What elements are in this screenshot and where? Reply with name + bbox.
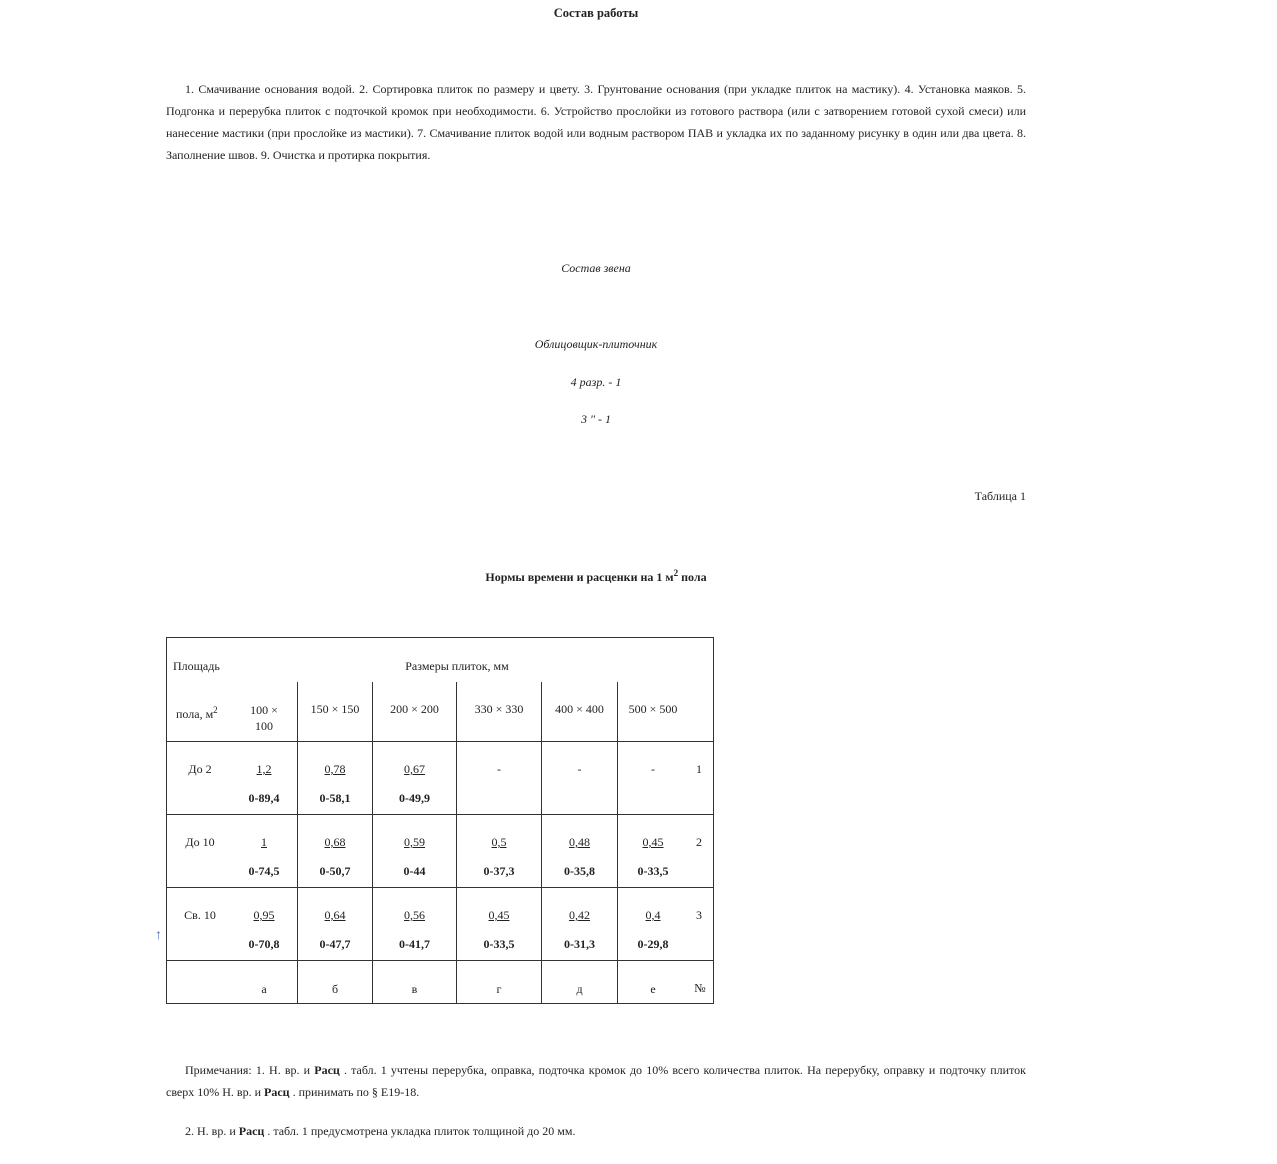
rate-cell: 0-89,4 bbox=[248, 791, 280, 805]
table-hline bbox=[167, 814, 713, 815]
norm-cell: 0,45 bbox=[488, 908, 510, 922]
column-letter: а bbox=[261, 982, 267, 996]
norm-cell: 0,5 bbox=[491, 835, 507, 849]
norms-title bbox=[166, 568, 1026, 585]
crew-role: Облицовщик-плиточник bbox=[534, 337, 658, 351]
rate-cell: 0-58,1 bbox=[319, 791, 351, 805]
rate-cell: 0-33,5 bbox=[483, 937, 515, 951]
size-col-d: 330 × 330 bbox=[474, 702, 524, 716]
row-number: 1 bbox=[696, 762, 702, 776]
norms-table bbox=[166, 637, 714, 1004]
header-area-unit-sup: 2 bbox=[213, 705, 218, 715]
header-area-unit bbox=[176, 705, 218, 722]
row-label: Св. 10 bbox=[184, 908, 216, 922]
notes-paragraph-2 bbox=[166, 1120, 1026, 1142]
norm-cell: 1,2 bbox=[256, 762, 272, 776]
note-text: . табл. 1 предусмотрена укладка плиток толщиной до 20 мм. bbox=[264, 1124, 576, 1138]
row-label: До 2 bbox=[188, 762, 212, 776]
rate-cell: 0-29,8 bbox=[637, 937, 669, 951]
note-bold: Расц bbox=[238, 1124, 265, 1138]
scroll-up-arrow-icon[interactable]: ↑ bbox=[155, 928, 162, 943]
header-sizes-label: Размеры плиток, мм bbox=[405, 659, 509, 673]
norm-cell: - bbox=[651, 762, 655, 776]
norms-title-main: Нормы времени и расценки на 1 м bbox=[485, 570, 674, 584]
rate-cell: 0-41,7 bbox=[399, 937, 430, 951]
row-number: 2 bbox=[696, 835, 702, 849]
rate-cell: 0-31,3 bbox=[564, 937, 595, 951]
norms-title-sup: 2 bbox=[673, 568, 679, 578]
table-hline bbox=[167, 960, 713, 961]
size-col-a: 100 × 100 bbox=[250, 703, 278, 733]
number-header: № bbox=[694, 981, 706, 995]
size-col-e: 400 × 400 bbox=[555, 702, 604, 716]
norms-title-end: пола bbox=[678, 570, 707, 584]
norm-cell: - bbox=[497, 762, 501, 776]
norm-cell: 0,42 bbox=[569, 908, 590, 922]
norm-cell: 0,67 bbox=[404, 762, 425, 776]
norm-cell: - bbox=[577, 762, 582, 776]
table-label: Таблица 1 bbox=[974, 489, 1026, 503]
crew-line-2: 3 " - 1 bbox=[580, 412, 612, 426]
row-number: 3 bbox=[696, 908, 702, 922]
norm-cell: 0,4 bbox=[645, 908, 661, 922]
norm-cell: 0,48 bbox=[569, 835, 590, 849]
note-bold: Расц bbox=[264, 1085, 290, 1099]
rate-cell: 0-37,3 bbox=[483, 864, 515, 878]
column-letter: б bbox=[331, 982, 339, 996]
rate-cell: 0-49,9 bbox=[399, 791, 430, 805]
rate-cell: 0-35,8 bbox=[564, 864, 595, 878]
norm-cell: 0,59 bbox=[404, 835, 425, 849]
norm-cell: 0,56 bbox=[404, 908, 425, 922]
notes-paragraph-1 bbox=[166, 1059, 1026, 1103]
table-hline bbox=[167, 741, 713, 742]
work-composition-text: 1. Смачивание основания водой. 2. Сортировка плиток по размеру и цвету. 3. Грунтование основания (при укладке плиток на мастику). 4. Установка маяков. 5. Подгонка и перерубка плиток с подточкой кромок при необходимости. 6. Устройство прослойки из готового раствора (или с затворением готовой сухой смеси) или нанесение мастики (при прослойке из мастики). 7. Смачивание плиток водой или водным раствором ПАВ и укладка их по заданному рисунку в один или два цвета. 8. Заполнение швов. 9. Очистка и протирка покрытия. bbox=[166, 82, 1026, 162]
note-text: . табл. 1 учтены перерубка, оправка, подточка кромок до 10% всего количества плиток. На перерубку, оправку и подточку плиток сверх 10% Н. вр. и bbox=[166, 1063, 1026, 1099]
note-text: . принимать по § Е19-18. bbox=[289, 1085, 420, 1099]
rate-cell: 0-44 bbox=[403, 864, 426, 878]
note-bold: Расц bbox=[314, 1063, 340, 1077]
page-title: Состав работы bbox=[553, 6, 639, 20]
rate-cell: 0-33,5 bbox=[637, 864, 669, 878]
norm-cell: 0,45 bbox=[642, 835, 664, 849]
size-col-c: 200 × 200 bbox=[390, 702, 439, 716]
norm-cell: 0,95 bbox=[253, 908, 275, 922]
crew-title: Состав звена bbox=[561, 261, 631, 275]
size-col-f: 500 × 500 bbox=[628, 702, 678, 716]
rate-cell: 0-70,8 bbox=[248, 937, 280, 951]
norm-cell: 0,64 bbox=[324, 908, 346, 922]
size-col-b: 150 × 150 bbox=[310, 702, 360, 716]
table-hline bbox=[167, 887, 713, 888]
rate-cell: 0-47,7 bbox=[319, 937, 351, 951]
norm-cell: 0,78 bbox=[324, 762, 346, 776]
header-area-label: Площадь bbox=[173, 659, 220, 673]
crew-line-1: 4 разр. - 1 bbox=[570, 375, 622, 389]
rate-cell: 0-74,5 bbox=[248, 864, 280, 878]
row-label: До 10 bbox=[185, 835, 215, 849]
note-text: Примечания: 1. Н. вр. и bbox=[185, 1063, 315, 1077]
column-letter: в bbox=[411, 982, 418, 996]
column-letter: д bbox=[576, 982, 583, 996]
column-letter: е bbox=[650, 982, 656, 996]
note-text: 2. Н. вр. и bbox=[185, 1124, 239, 1138]
rate-cell: 0-50,7 bbox=[319, 864, 351, 878]
norm-cell: 0,68 bbox=[324, 835, 346, 849]
header-area-unit-text: пола, м bbox=[176, 707, 214, 721]
column-letter: г bbox=[496, 982, 502, 996]
norm-cell: 1 bbox=[261, 835, 267, 849]
